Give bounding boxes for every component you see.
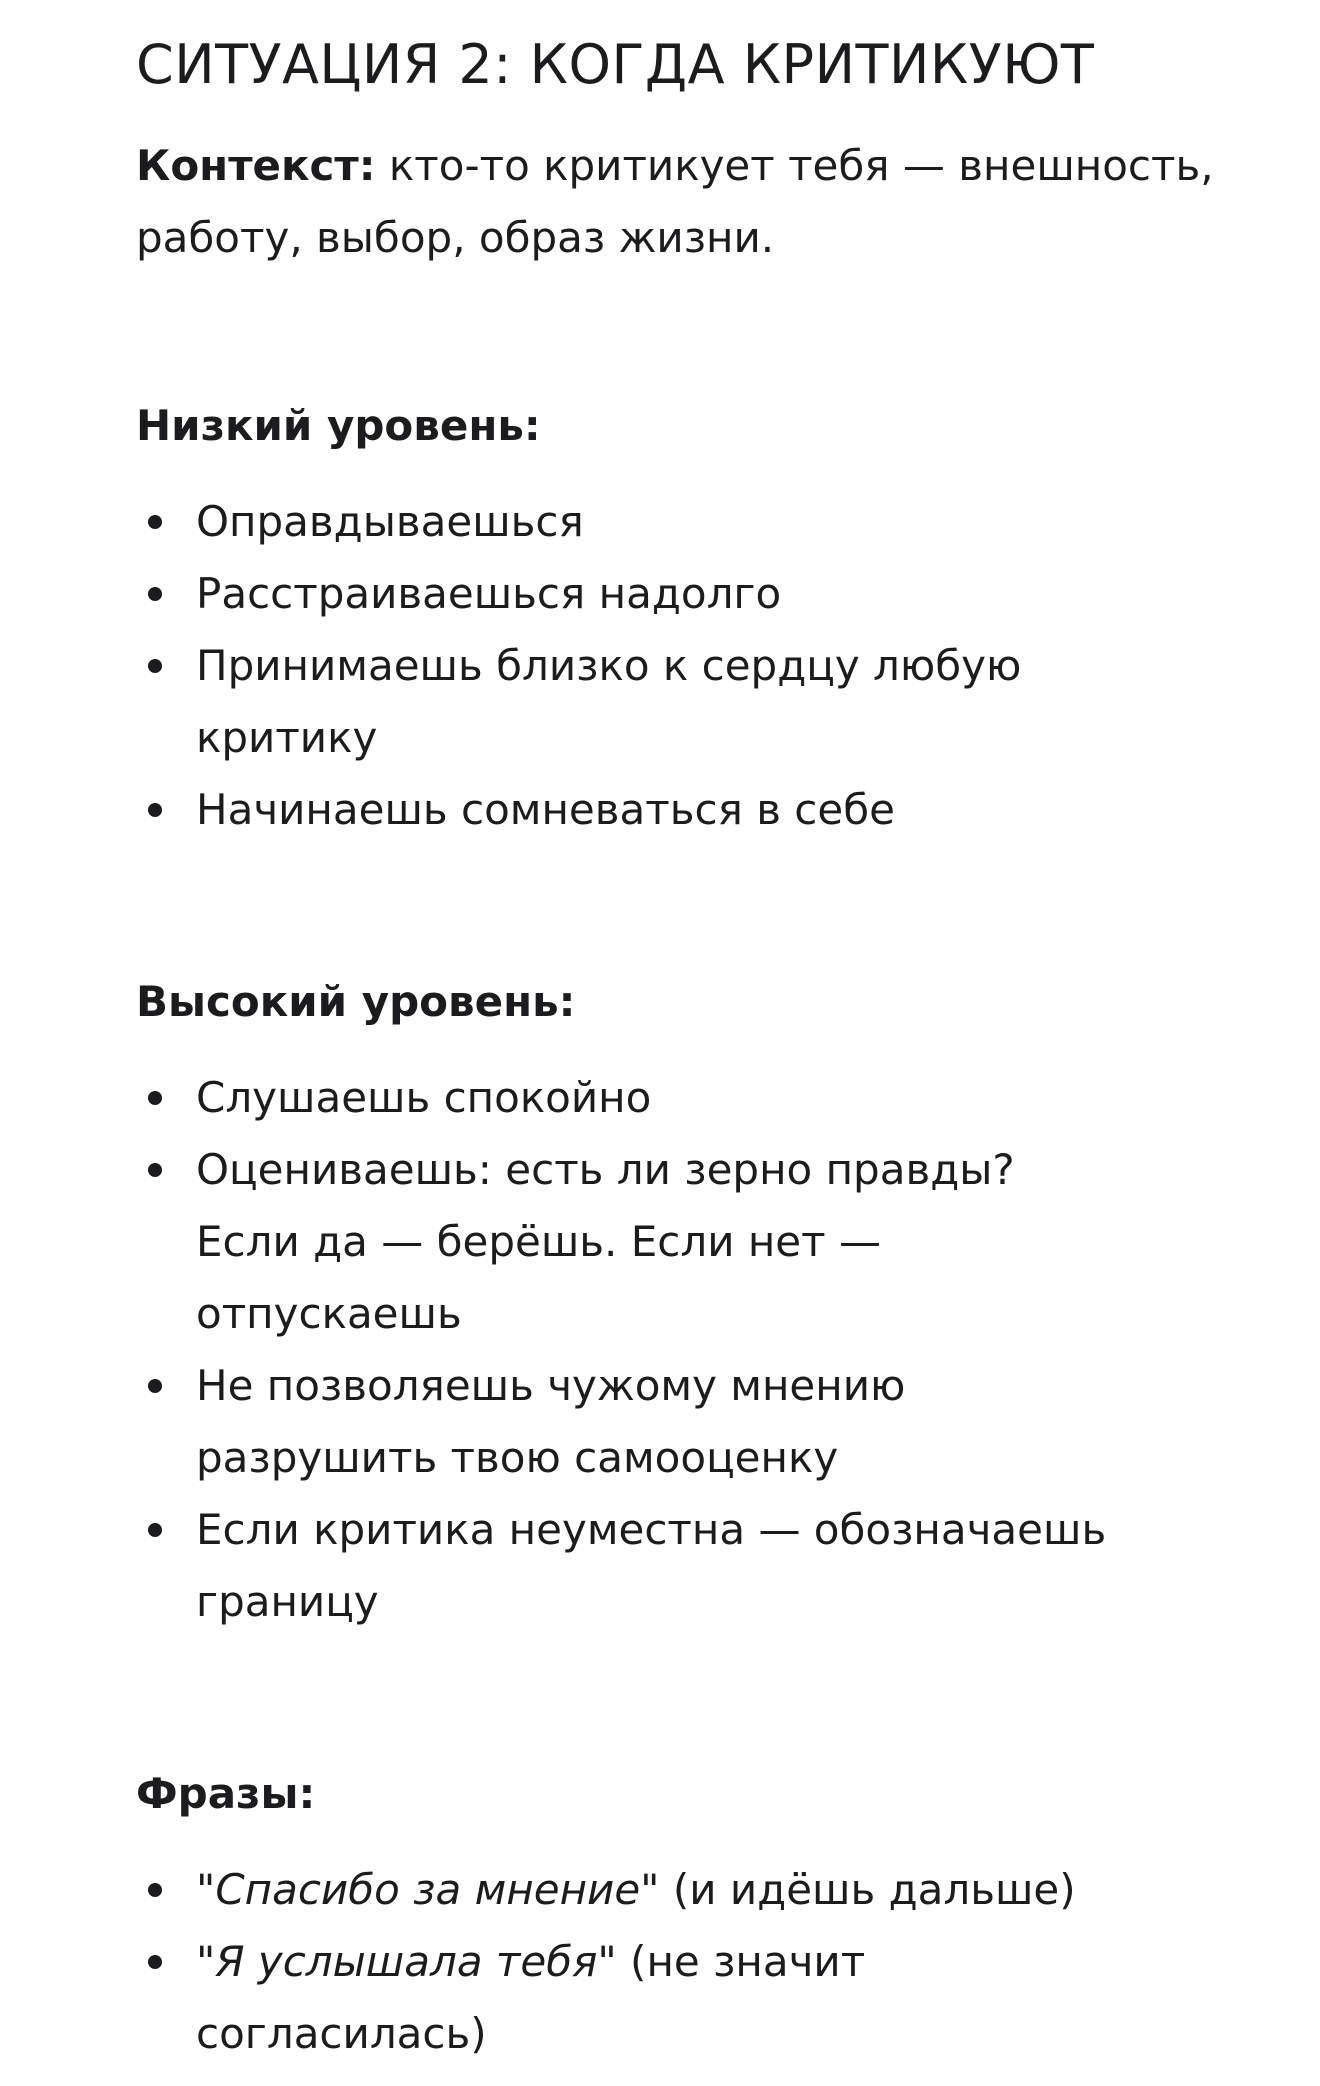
page-title: СИТУАЦИЯ 2: КОГДА КРИТИКУЮТ [136,33,1095,96]
list-item [136,774,1216,846]
list-item-text: Слушаешь спокойно [196,1073,652,1122]
phrase-note: (не значит согласилась) [196,1937,866,2058]
list-item [136,558,1216,630]
list-item [136,1854,1216,1926]
list-item-text: Расстраиваешься надолго [196,569,782,618]
context-paragraph [136,130,1216,274]
low-level-heading: Низкий уровень: [136,401,541,450]
bullet-icon [148,1163,162,1177]
list-item [136,1062,1196,1134]
bullet-icon [148,515,162,529]
high-level-list [136,1062,1216,1638]
bullet-icon [148,1883,162,1897]
list-item [136,1494,1196,1638]
low-level-list [136,486,1216,846]
list-item-text: Оправдываешься [196,497,584,546]
phrase-note: (и идёшь дальше) [659,1865,1076,1914]
bullet-icon [148,1091,162,1105]
list-item-text: Оцениваешь: есть ли зерно правды? Если да — берёшь. Если нет — отпускаешь [196,1145,1015,1338]
bullet-icon [148,587,162,601]
context-text: кто-то критикует тебя — внешность, работу, выбор, образ жизни. [136,141,1214,262]
list-item-text: Начинаешь сомневаться в себе [196,785,895,834]
phrases-list [136,1854,1216,2070]
list-item-text: Не позволяешь чужому мнению разрушить твою самооценку [196,1361,906,1482]
phrase-quote: "Я услышала тебя" [196,1937,617,1986]
phrase-quote: "Спасибо за мнение" [196,1865,660,1914]
list-item [136,1350,1016,1494]
list-item [136,1134,1076,1350]
list-item-text: Принимаешь близко к сердцу любую критику [196,641,1022,762]
list-item [136,630,1096,774]
high-level-heading: Высокий уровень: [136,977,576,1026]
list-item [136,486,1216,558]
phrases-heading: Фразы: [136,1769,316,1818]
bullet-icon [148,1955,162,1969]
context-label: Контекст: [136,141,376,190]
article [136,30,1216,2070]
list-item-text: Если критика неуместна — обозначаешь границу [196,1505,1107,1626]
bullet-icon [148,659,162,673]
bullet-icon [148,1379,162,1393]
list-item [136,1926,956,2070]
bullet-icon [148,1523,162,1537]
bullet-icon [148,803,162,817]
